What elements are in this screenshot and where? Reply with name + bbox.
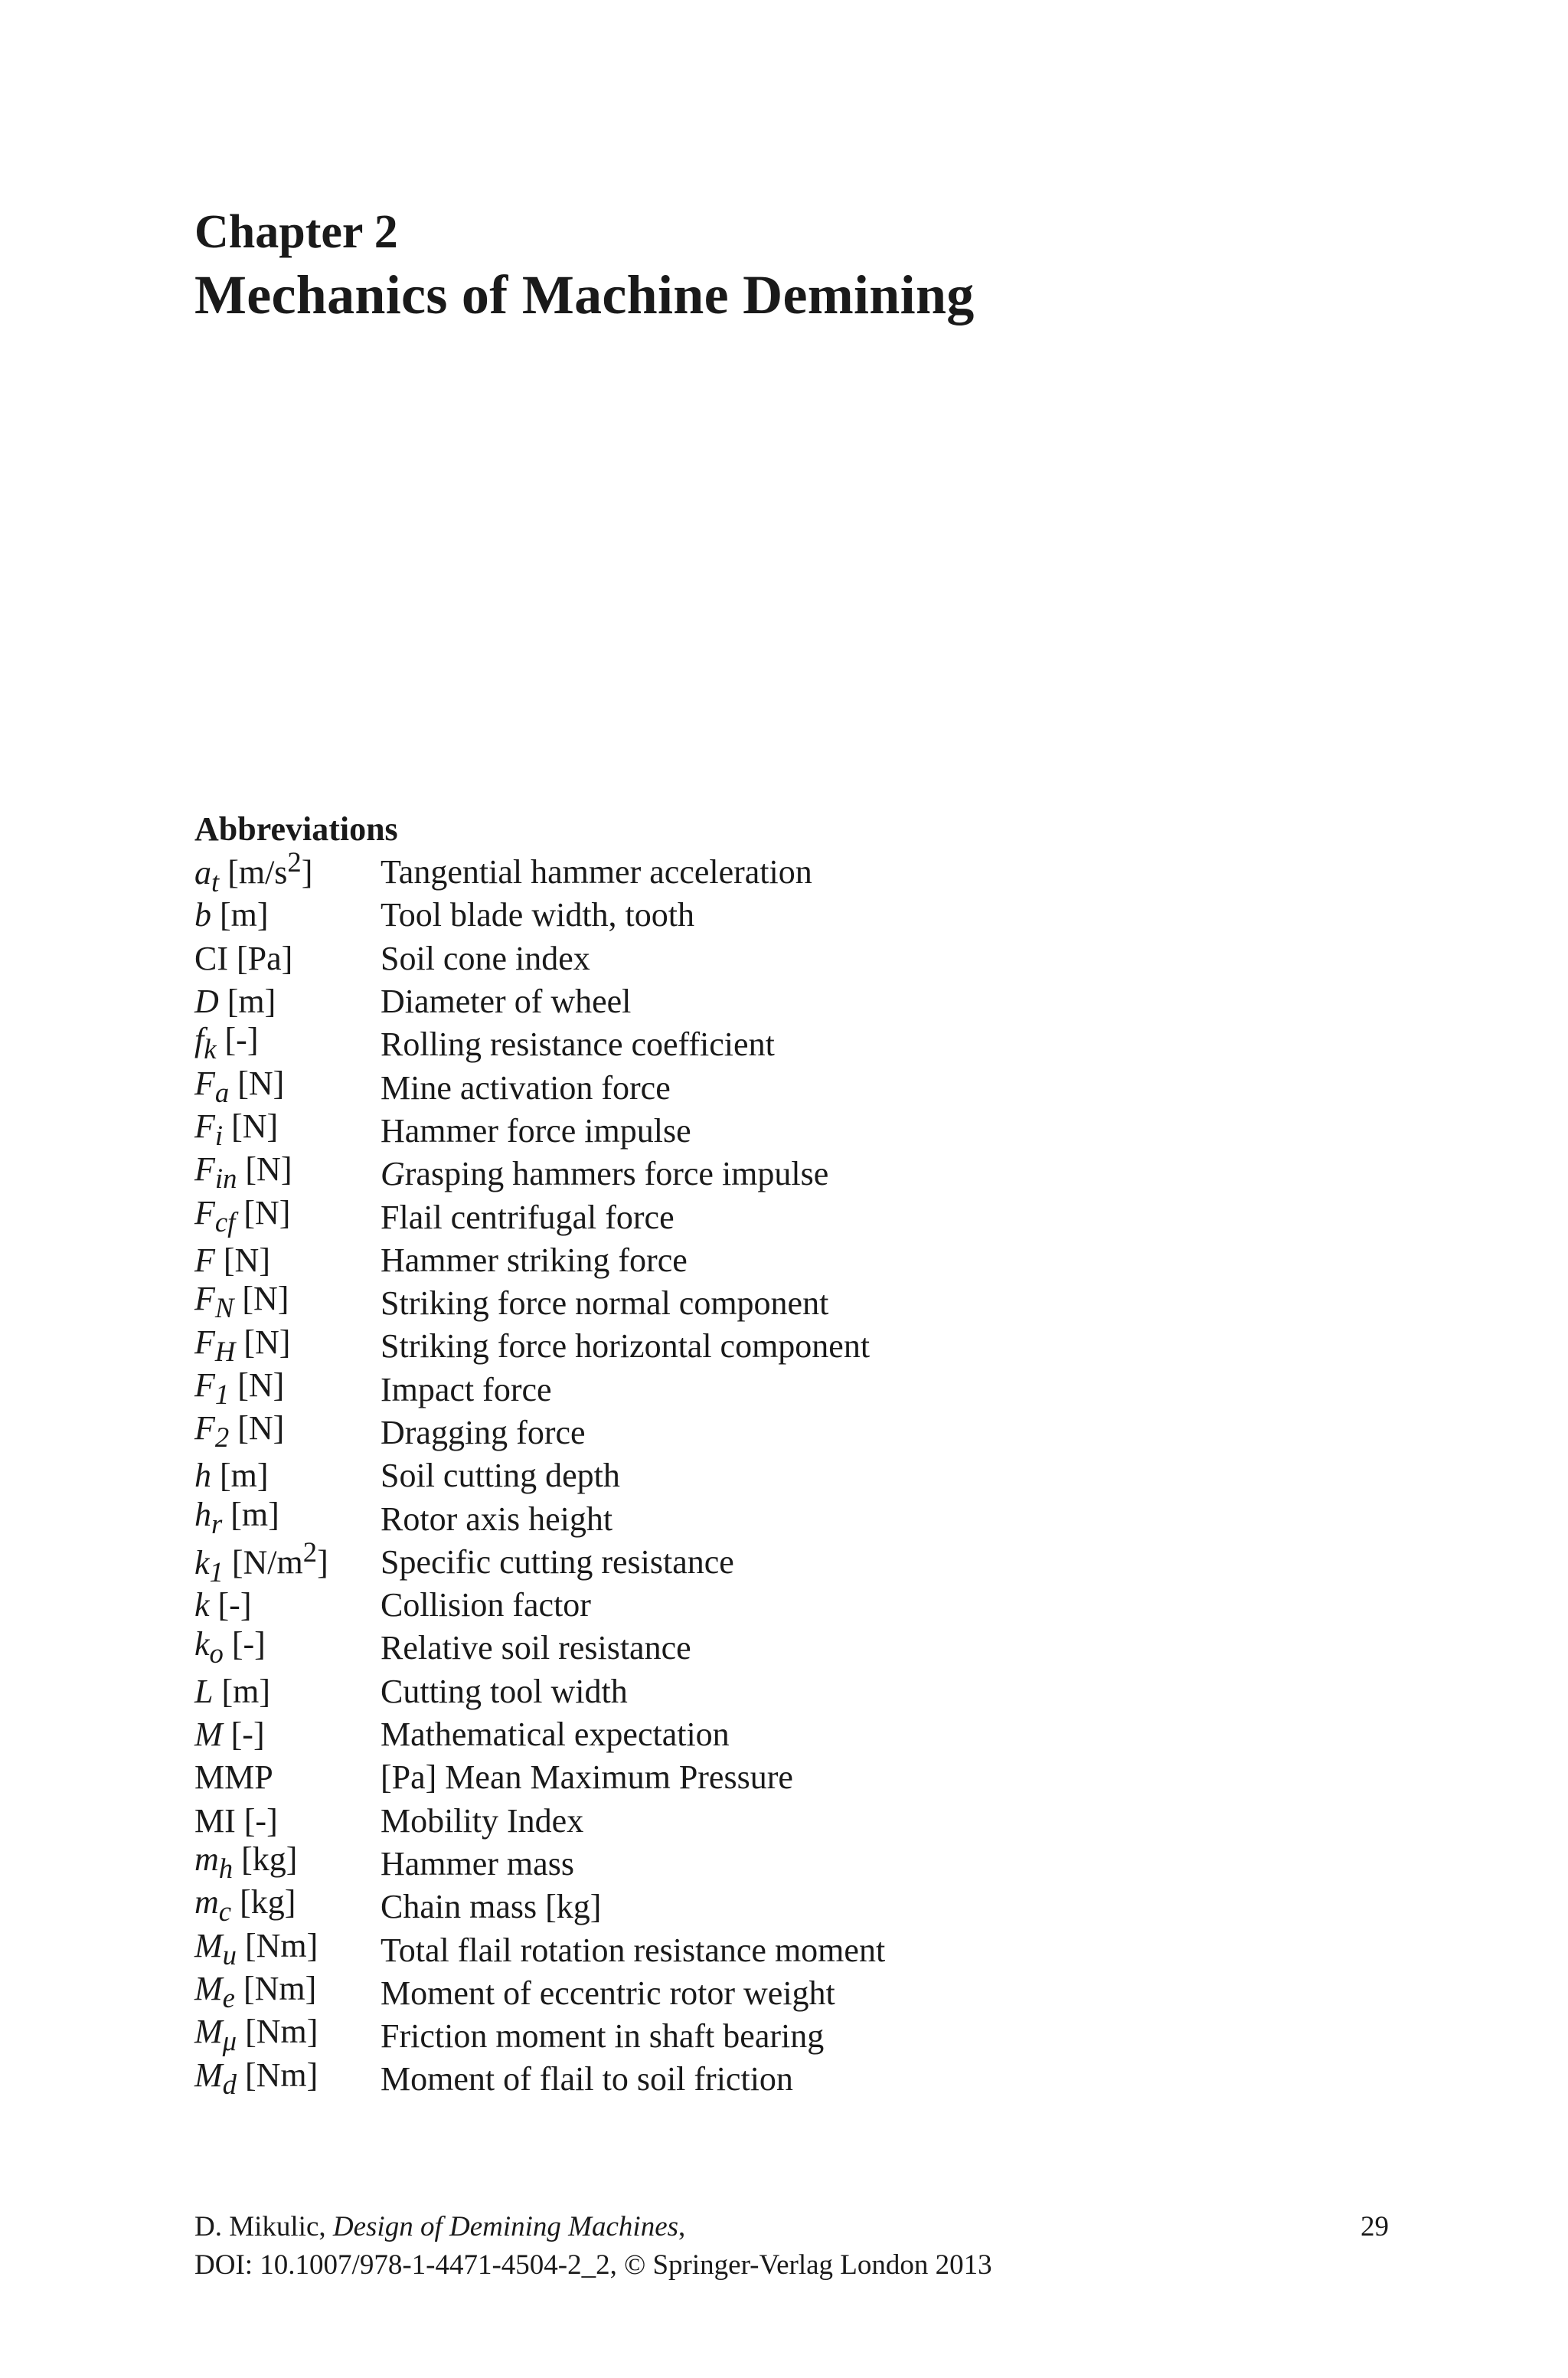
abbreviation-row <box>194 980 1389 1023</box>
abbreviation-description: Mathematical expectation <box>381 1716 730 1754</box>
abbreviation-description: Total flail rotation resistance moment <box>381 1931 886 1969</box>
abbreviation-symbol: MI [-] <box>194 1801 278 1840</box>
abbreviation-description: Tool blade width, tooth <box>381 896 694 934</box>
abbreviation-row <box>194 1023 1389 1066</box>
abbreviation-row <box>194 1883 1389 1928</box>
page-footer <box>194 2208 1389 2285</box>
abbreviation-symbol: $F_2$ [N] <box>194 1409 285 1453</box>
abbreviation-symbol: $k_o$ [-] <box>194 1624 266 1669</box>
abbreviation-symbol: $m_h$ [kg] <box>194 1840 298 1884</box>
abbreviations-list <box>194 846 1389 2102</box>
abbreviation-description: Diameter of wheel <box>381 983 632 1021</box>
abbreviation-symbol: b [m] <box>194 896 269 934</box>
abbreviation-description: [Pa] Mean Maximum Pressure <box>381 1758 793 1797</box>
abbreviation-symbol: F [N] <box>194 1241 270 1279</box>
abbreviation-description: Hammer striking force <box>381 1241 688 1279</box>
abbreviation-description: Hammer force impulse <box>381 1111 691 1150</box>
abbreviation-symbol: $F_{cf}$ [N] <box>194 1193 291 1238</box>
abbreviation-description: Specific cutting resistance <box>381 1542 734 1581</box>
abbreviation-row <box>194 846 1389 898</box>
abbreviation-description: Soil cone index <box>381 939 590 977</box>
abbreviation-description: Cutting tool width <box>381 1672 628 1710</box>
book-title: Design of Demining Machines <box>332 2211 679 2242</box>
abbreviation-symbol: $F_a$ [N] <box>194 1064 285 1108</box>
citation-suffix: , <box>678 2211 686 2242</box>
abbreviation-symbol: $F_{in}$ [N] <box>194 1150 292 1195</box>
abbreviation-symbol: $M_\mu$ [Nm] <box>194 2013 318 2057</box>
abbreviation-symbol: $k_1$ $[N/m^2]$ <box>194 1536 328 1588</box>
abbreviation-description: Striking force horizontal component <box>381 1327 871 1366</box>
abbreviation-symbol: h [m] <box>194 1457 269 1495</box>
abbreviation-row <box>194 1239 1389 1282</box>
abbreviation-row <box>194 2058 1389 2101</box>
abbreviation-row <box>194 1325 1389 1368</box>
abbreviation-symbol: $a_t$ $[m/s^2]$ <box>194 846 313 898</box>
chapter-header <box>194 203 975 329</box>
abbreviation-description: Friction moment in shaft bearing <box>381 2017 825 2056</box>
page-number: 29 <box>1361 2211 1389 2242</box>
abbreviation-row <box>194 894 1389 937</box>
abbreviation-description: Mobility Index <box>381 1801 584 1840</box>
abbreviation-symbol: $m_c$ [kg] <box>194 1883 296 1928</box>
abbreviation-description: Mine activation force <box>381 1068 671 1107</box>
citation-line <box>194 2208 1389 2246</box>
abbreviation-description: Moment of flail to soil friction <box>381 2060 793 2098</box>
abbreviation-description: Tangential hammer acceleration <box>381 853 812 891</box>
abbreviation-description: Flail centrifugal force <box>381 1198 675 1236</box>
abbreviation-row <box>194 1411 1389 1454</box>
abbreviation-symbol: $h_r$ [m] <box>194 1495 279 1539</box>
abbreviation-symbol: $F_i$ [N] <box>194 1107 279 1151</box>
abbreviation-description: Impact force <box>381 1370 552 1408</box>
abbreviation-symbol: M [-] <box>194 1716 265 1754</box>
abbreviation-description: Moment of eccentric rotor weight <box>381 1974 835 2012</box>
abbreviation-description: Soil cutting depth <box>381 1457 620 1495</box>
abbreviation-symbol: D [m] <box>194 983 276 1021</box>
abbreviation-symbol: $F_H$ [N] <box>194 1323 291 1367</box>
abbreviation-description: Rotor axis height <box>381 1500 613 1538</box>
abbreviation-description: Chain mass [kg] <box>381 1888 602 1926</box>
abbreviation-row <box>194 2015 1389 2058</box>
abbreviation-symbol: $M_d$ [Nm] <box>194 2056 318 2100</box>
abbreviation-description: Grasping hammers force impulse <box>381 1155 829 1193</box>
abbreviations-section <box>194 808 1389 2102</box>
abbreviation-description: Striking force normal component <box>381 1284 829 1323</box>
abbreviation-symbol: L [m] <box>194 1672 271 1710</box>
abbreviation-row <box>194 1536 1389 1588</box>
abbreviation-symbol: MMP <box>194 1758 273 1797</box>
abbreviation-symbol: $F_1$ [N] <box>194 1366 285 1410</box>
abbreviation-row <box>194 1800 1389 1843</box>
abbreviation-row <box>194 1928 1389 1971</box>
doi-line: DOI: 10.1007/978-1-4471-4504-2_2, © Springer-Verlag London 2013 <box>194 2249 992 2281</box>
abbreviation-row <box>194 1756 1389 1799</box>
abbreviation-description: Rolling resistance coefficient <box>381 1025 775 1064</box>
abbreviation-symbol: CI [Pa] <box>194 939 293 977</box>
abbreviation-description: Hammer mass <box>381 1844 574 1882</box>
abbreviation-row <box>194 1624 1389 1670</box>
citation-author: D. Mikulic, <box>194 2211 333 2242</box>
abbreviation-row <box>194 1107 1389 1153</box>
abbreviation-row <box>194 1150 1389 1196</box>
abbreviation-description: Dragging force <box>381 1414 586 1451</box>
abbreviation-row <box>194 1066 1389 1109</box>
abbreviation-row <box>194 1969 1389 2015</box>
abbreviation-symbol: k [-] <box>194 1586 252 1624</box>
abbreviation-symbol: $F_N$ [N] <box>194 1280 289 1324</box>
abbreviation-row <box>194 1454 1389 1497</box>
chapter-label: Chapter 2 <box>194 206 398 258</box>
abbreviation-description: Collision factor <box>381 1586 591 1624</box>
abbreviation-row <box>194 1282 1389 1325</box>
abbreviation-symbol: $f_k$ [-] <box>194 1021 259 1065</box>
chapter-title: Mechanics of Machine Demining <box>194 264 975 325</box>
abbreviations-heading: Abbreviations <box>194 810 398 848</box>
abbreviation-symbol: $M_u$ [Nm] <box>194 1926 318 1971</box>
abbreviation-row <box>194 1584 1389 1627</box>
abbreviation-description: Relative soil resistance <box>381 1629 691 1667</box>
abbreviation-row <box>194 937 1389 980</box>
abbreviation-row <box>194 1193 1389 1238</box>
abbreviation-row <box>194 1713 1389 1756</box>
abbreviation-symbol: $M_e$ [Nm] <box>194 1969 317 2013</box>
abbreviation-row <box>194 1366 1389 1411</box>
abbreviation-row <box>194 1840 1389 1886</box>
abbreviation-row <box>194 1670 1389 1713</box>
